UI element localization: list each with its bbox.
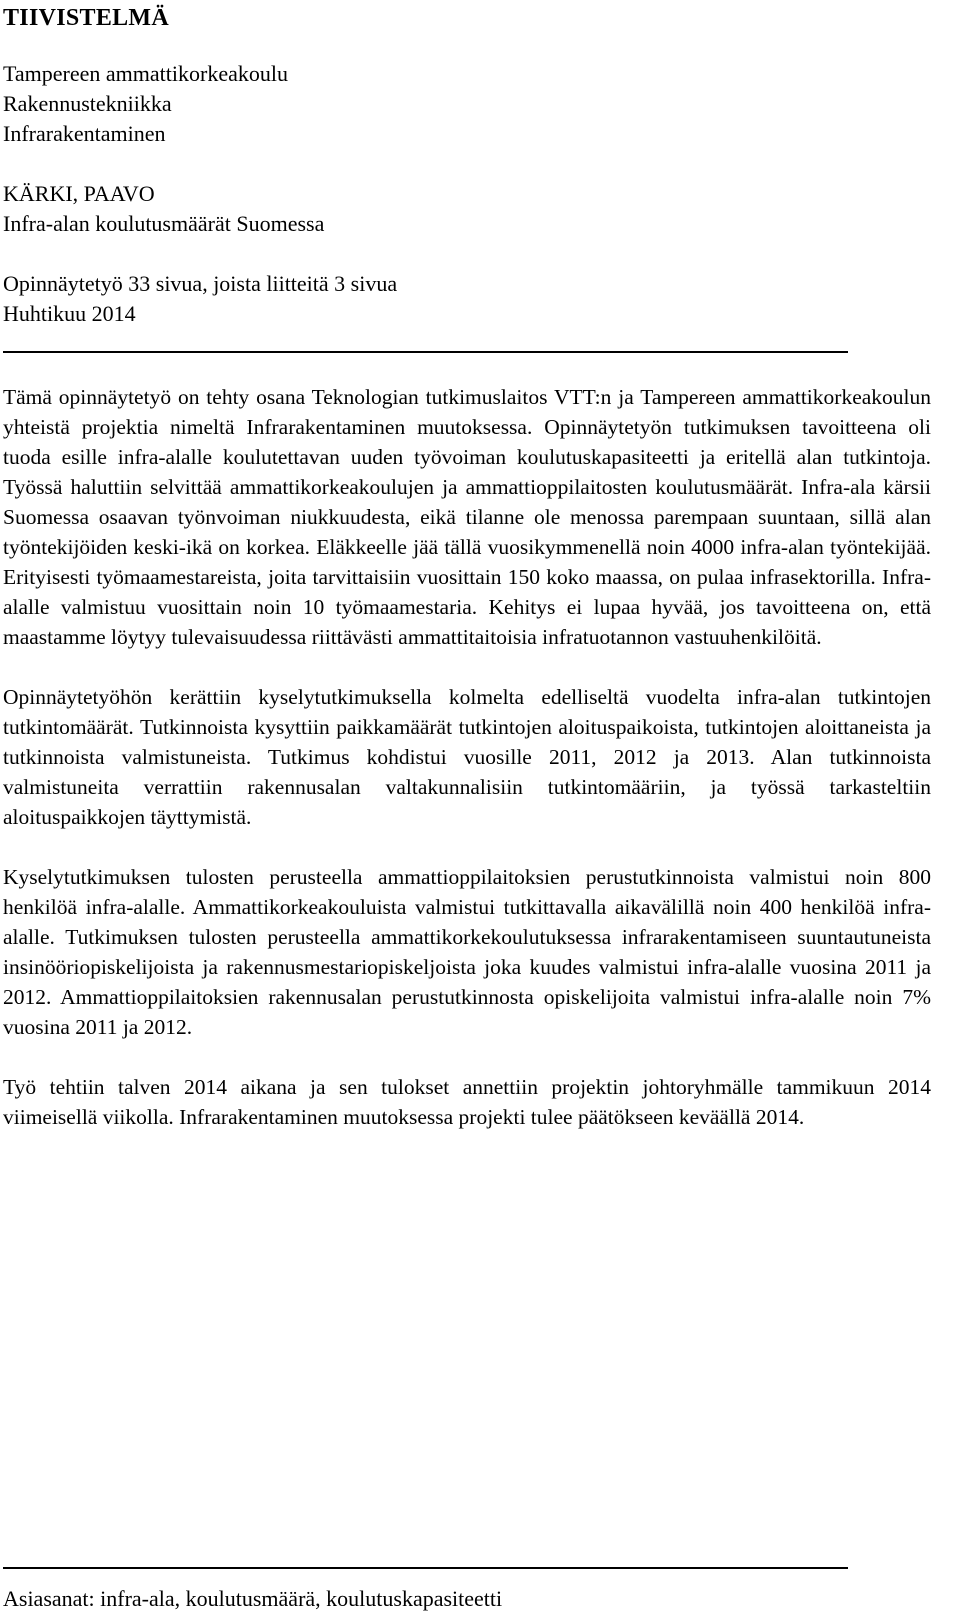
abstract-paragraph-4: Työ tehtiin talven 2014 aikana ja sen tulokset annettiin projektin johtoryhmälle tammikuun 2014 viimeisellä viikolla. Infrarakentaminen muutoksessa projekti tulee päätökseen keväällä 2014. [3,1075,931,1129]
option-name: Infrarakentaminen [3,121,166,146]
abstract-paragraph-3: Kyselytutkimuksen tulosten perusteella ammattioppilaitoksien perustutkinnoista valmistui noin 800 henkilöä infra-alalle. Ammattikorkeakouluista valmistui tutkittavalla aikavälillä noin 400 henkilöä infra-alalle. Tutkimuksen tulosten perusteella ammattikorkekoulutuksessa infrarakentamiseen suuntautuneista insinööriopiskelijoista ja rakennusmestariopiskeljoista joka kuudes valmistui infra-alalle vuosina 2011 ja 2012. Ammattioppilaitoksien rakennusalan perustutkinnosta opiskelijoita valmistui infra-alalle noin 7% vuosina 2011 ja 2012. [3,865,931,1039]
abstract-paragraph-2: Opinnäytetyöhön kerättiin kyselytutkimuksella kolmelta edelliseltä vuodelta infra-alan tutkintojen tutkintomäärät. Tutkinnoista kysyttiin paikkamäärät tutkintojen aloituspaikoista, tutkintojen aloittaneista ja tutkinnoista valmistuneista. Tutkimus kohdistui vuosille 2011, 2012 ja 2013. Alan tutkinnoista valmistuneita verrattiin rakennusalan valtakunnalisiin tutkintomääriin, ja työssä tarkasteltiin aloituspaikkojen täyttymistä. [3,685,931,829]
thesis-title: Infra-alan koulutusmäärät Suomessa [3,211,325,236]
abstract-paragraph-1: Tämä opinnäytetyö on tehty osana Teknologian tutkimuslaitos VTT:n ja Tampereen ammattikorkeakoulun yhteistä projektia nimeltä Infrarakentaminen muutoksessa. Opinnäytetyön tutkimuksen tavoitteena oli tuoda esille infra-alalle koulutettavan uuden työvoiman koulutuskapasiteetti ja eritellä alan tutkintoja. Työssä haluttiin selvittää ammattikorkeakoulujen ja ammattioppilaitosten koulutusmäärät. Infra-ala kärsii Suomessa osaavan työnvoiman niukkuudesta, eikä tilanne ole menossa parempaan suuntaan, sillä alan työntekijöiden keski-ikä on korkea. Eläkkeelle jää tällä vuosikymmenellä noin 4000 infra-alan työntekijää. Erityisesti työmaamestareista, joita tarvittaisiin vuosittain 150 koko maassa, on pulaa infrasektorilla. Infra-alalle valmistuu vuosittain noin 10 työmaamestaria. Kehitys ei lupaa hyvää, jos tavoitteena on, että maastamme löytyy tulevaisuudessa riittävästi ammattitaitoisia infratuotannon vastuuhenkilöitä. [3,385,931,649]
bottom-divider [3,1567,848,1569]
thesis-date: Huhtikuu 2014 [3,301,136,326]
abstract-body [3,382,931,1162]
page-count: Opinnäytetyö 33 sivua, joista liitteitä 3 sivua [3,271,398,296]
degree-programme: Rakennustekniikka [3,91,172,116]
author-name: KÄRKI, PAAVO [3,181,155,206]
top-divider [3,351,848,353]
school-name: Tampereen ammattikorkeakoulu [3,61,288,86]
keywords: Asiasanat: infra-ala, koulutusmäärä, koulutuskapasiteetti [3,1586,503,1611]
page-heading: TIIVISTELMÄ [3,5,170,31]
